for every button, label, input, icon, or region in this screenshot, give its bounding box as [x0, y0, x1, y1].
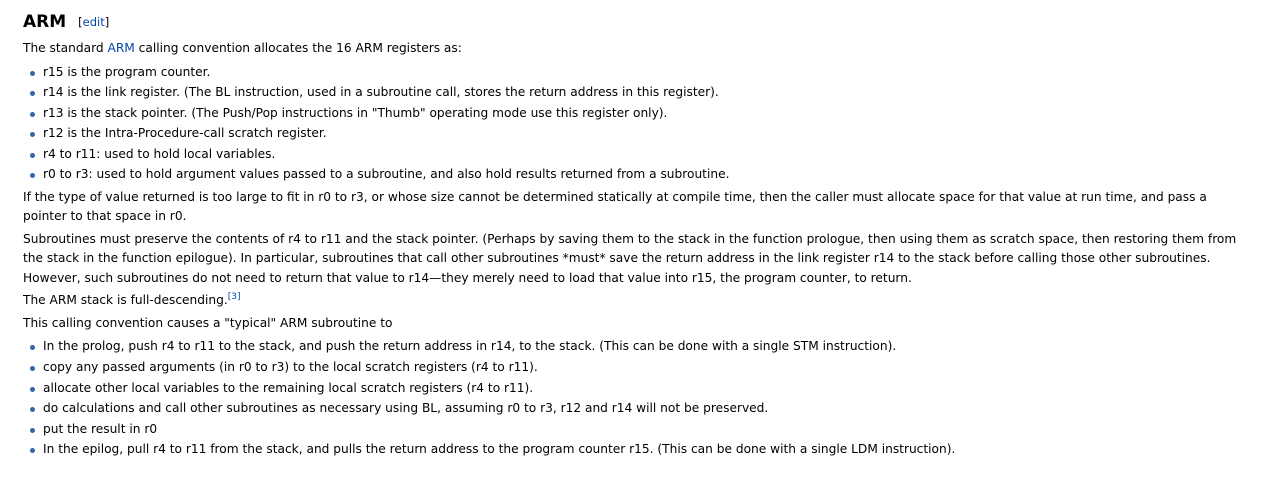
bullet-icon	[30, 366, 35, 371]
large-value-paragraph: If the type of value returned is too large to fit in r0 to r3, or whose size cannot be determined statically at compile time, then the caller must allocate space for that value at run time, and pass a pointer to that space in r0.	[23, 189, 1207, 224]
article-section	[23, 10, 1248, 462]
edit-section-link-wrapper: [edit]	[78, 15, 110, 29]
list-item-text: r12 is the Intra-Procedure-call scratch register.	[43, 126, 327, 141]
bullet-icon	[30, 112, 35, 117]
register-list	[23, 63, 1248, 185]
list-item	[43, 145, 1248, 165]
intro-text-after: calling convention allocates the 16 ARM registers as:	[134, 41, 462, 55]
list-item	[43, 63, 1248, 83]
edit-section-link[interactable]: edit	[82, 15, 105, 29]
list-item	[43, 165, 1248, 185]
list-item	[43, 124, 1248, 144]
list-item	[43, 358, 1248, 378]
list-item	[43, 379, 1248, 399]
list-item-text: copy any passed arguments (in r0 to r3) to the local scratch registers (r4 to r11).	[43, 360, 538, 375]
intro-paragraph	[23, 39, 1248, 59]
list-item	[43, 420, 1248, 440]
stack-paragraph	[23, 291, 1248, 311]
list-item-text: r4 to r11: used to hold local variables.	[43, 146, 276, 161]
bullet-icon	[30, 387, 35, 392]
list-item-text: allocate other local variables to the remaining local scratch registers (r4 to r11).	[43, 380, 534, 395]
list-item-text: r14 is the link register. (The BL instruction, used in a subroutine call, stores the return address in this register).	[43, 85, 719, 100]
list-item-text: In the prolog, push r4 to r11 to the stack, and push the return address in r14, to the stack. (This can be done with a single STM instruction).	[43, 339, 897, 354]
reference-link[interactable]: [3]	[227, 292, 241, 303]
list-item	[43, 399, 1248, 419]
list-item	[43, 440, 1248, 460]
bullet-icon	[30, 407, 35, 412]
bullet-icon	[30, 91, 35, 96]
bullet-icon	[30, 153, 35, 158]
arm-link[interactable]: ARM	[107, 41, 135, 55]
list-item-text: In the epilog, pull r4 to r11 from the stack, and pulls the return address to the program counter r15. (This can be done with a single LDM instruction).	[43, 442, 956, 457]
list-item-text: put the result in r0	[43, 421, 158, 436]
intro-text-before: The standard	[23, 41, 108, 55]
list-item-text: r0 to r3: used to hold argument values passed to a subroutine, and also hold results returned from a subroutine.	[43, 167, 730, 182]
list-item-text: do calculations and call other subroutines as necessary using BL, assuming r0 to r3, r12 and r14 will not be preserved.	[43, 401, 769, 416]
list-item	[43, 337, 1248, 357]
section-title: ARM	[23, 12, 67, 32]
preserve-paragraph: Subroutines must preserve the contents of r4 to r11 and the stack pointer. (Perhaps by saving them to the stack in the function prologue, then using them as scratch space, then restoring them from the stack in the function epilogue). In particular, subroutines that call other subroutines *must* save the return address in the link register r14 to the stack before calling those other subroutines. However, such subroutines do not need to return that value to r14—they merely need to load that value into r15, the program counter, to return.	[23, 231, 1237, 285]
bullet-icon	[30, 132, 35, 137]
bullet-icon	[30, 345, 35, 350]
list-item	[43, 104, 1248, 124]
list-item-text: r15 is the program counter.	[43, 64, 211, 79]
steps-list	[23, 337, 1248, 459]
bullet-icon	[30, 71, 35, 76]
section-heading-row	[23, 10, 1248, 36]
list-item-text: r13 is the stack pointer. (The Push/Pop instructions in "Thumb" operating mode use this register only).	[43, 105, 668, 120]
typical-paragraph: This calling convention causes a "typical" ARM subroutine to	[23, 315, 393, 330]
bullet-icon	[30, 448, 35, 453]
list-item	[43, 83, 1248, 103]
bullet-icon	[30, 173, 35, 178]
bullet-icon	[30, 428, 35, 433]
stack-text: The ARM stack is full-descending.	[23, 293, 228, 308]
